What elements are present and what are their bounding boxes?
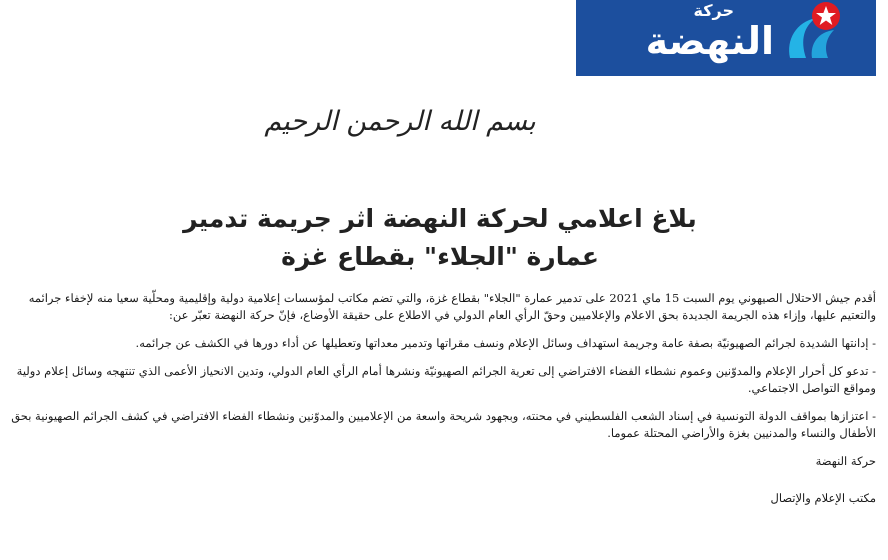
appreciation-item: - اعتزازها بمواقف الدولة التونسية في إسناد الشعب الفلسطيني في محنته، وبجهود شريحة واسعة من الإعلاميين والمدوّنين ونشطاء الفضاء الافتراضي في كشف الجرائم الصهيونية بحق الأطفال والنساء والمدنيين بغزة والأراضي المحتلة عموما. bbox=[11, 409, 876, 440]
signature-party: حركة النهضة bbox=[815, 454, 876, 468]
intro-paragraph: أقدم جيش الاحتلال الصيهوني يوم السبت 15 ماي 2021 على تدمير عمارة "الجلاء" بقطاع غزة، والتي تضم مكاتب لمؤسسات إعلامية دولية وإقليمية ومحلّية سعيا منه لإخفاء جرائمه والتعتيم عليها، وإزاء هذه الجريمة الجديدة بحق الاعلام والإعلاميين وحقّ الرأي العام الدولي في الاطلاع على حقيقة الأوضاع، فإنّ حركة النهضة تعبّر عن: bbox=[28, 291, 876, 322]
call-to-action-item: - تدعو كل أحرار الإعلام والمدوّنين وعموم نشطاء الفضاء الافتراضي إلى تعرية الجرائم الصهيونيّة ونشرها أمام الرأي العام الدولي، وتدين الانحياز الأعمى الذي تنتهجه وسائل إعلام دولية ومواقع التواصل الاجتماعي. bbox=[16, 364, 876, 395]
statement-body bbox=[10, 290, 876, 527]
basmala: بسم الله الرحمن الرحيم bbox=[264, 106, 536, 137]
signature-office: مكتب الإعلام والإتصال bbox=[770, 491, 876, 505]
logo-small-text: حركة bbox=[693, 1, 734, 20]
condemnation-item: - إدانتها الشديدة لجرائم الصهيونيّة بصفة عامة وجريمة استهداف وسائل الإعلام ونسف مقراتها وتدمير معداتها وتعطيلها عن أداء دورها في الكشف عن جرائمه. bbox=[135, 336, 876, 350]
logo-big-text: النهضة bbox=[645, 19, 774, 63]
logo-banner bbox=[576, 0, 876, 76]
page-title bbox=[120, 200, 760, 276]
logo-wordmark bbox=[604, 2, 774, 63]
title-line-1: بلاغ اعلامي لحركة النهضة اثر جريمة تدمير bbox=[183, 204, 697, 233]
title-line-2: عمارة "الجلاء" بقطاع غزة bbox=[281, 242, 599, 271]
party-emblem-icon bbox=[782, 0, 852, 60]
